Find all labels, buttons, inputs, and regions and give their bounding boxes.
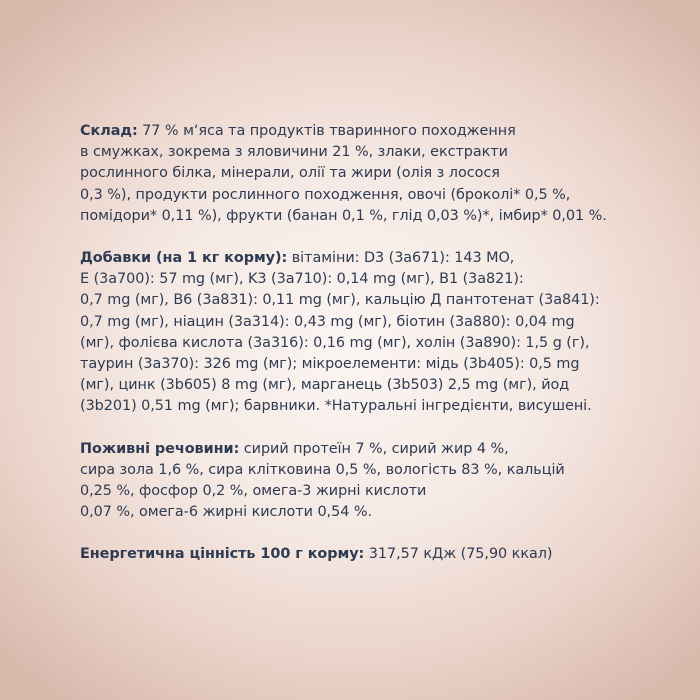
composition-line-1 — [80, 121, 620, 142]
composition-text: 77 % м‘яса та продуктів тваринного походження — [137, 123, 516, 139]
composition-line-4: 0,3 %), продукти рослинного походження, овочі (броколі* 0,5 %, — [80, 186, 571, 203]
nutrients-line-1 — [80, 439, 620, 460]
additives-section — [80, 248, 620, 418]
additives-line-3: 0,7 mg (мг), B6 (3a831): 0,11 mg (мг), кальцію Д пантотенат (3a841): — [80, 292, 600, 309]
additives-text: вітаміни: D3 (3а671): 143 МО, — [287, 250, 515, 267]
composition-line-5: помідори* 0,11 %), фрукти (банан 0,1 %, глід 0,03 %)*, імбир* 0,01 %. — [80, 207, 607, 224]
nutrients-line-3: 0,25 %, фосфор 0,2 %, омега-3 жирні кислоти — [80, 483, 427, 500]
additives-label: Добавки (на 1 кг корму): — [80, 250, 288, 267]
composition-line-2: в смужках, зокрема з яловичини 21 %, злаки, екстракти — [80, 144, 508, 161]
additives-line-5: (мг), фолієва кислота (3a316): 0,16 mg (мг), холін (3a890): 1,5 g (г), — [80, 334, 590, 351]
additives-line-6: таурин (3a370): 326 mg (мг); мікроелементи: мідь (3b405): 0,5 mg — [80, 356, 580, 373]
energy-text: 317,57 кДж (75,90 ккал) — [364, 546, 553, 563]
energy-label: Енергетична цінність 100 г корму: — [80, 546, 365, 563]
additives-line-7: (мг), цинк (3b605) 8 mg (мг), марганець (3b503) 2,5 mg (мг), йод — [80, 377, 570, 394]
energy-line-1 — [80, 544, 620, 565]
composition-section — [80, 121, 620, 227]
product-info-text — [80, 121, 620, 587]
nutrients-section — [80, 439, 620, 524]
additives-line-1 — [80, 248, 620, 269]
additives-line-4: 0,7 mg (мг), ніацин (3a314): 0,43 mg (мг), біотин (3a880): 0,04 mg — [80, 313, 575, 330]
additives-line-2: E (3a700): 57 mg (мг), K3 (3a710): 0,14 mg (мг), B1 (3a821): — [80, 271, 524, 288]
additives-line-8: (3b201) 0,51 mg (мг); барвники. *Натуральні інгредієнти, висушені. — [80, 398, 592, 415]
nutrients-label: Поживні речовини: — [80, 440, 240, 457]
nutrients-text: сирий протеїн 7 %, сирий жир 4 %, — [239, 440, 509, 457]
nutrients-line-2: сира зола 1,6 %, сира клітковина 0,5 %, вологість 83 %, кальцій — [80, 461, 565, 478]
composition-line-3: рослинного білка, мінерали, олії та жири (олія з лосося — [80, 165, 500, 182]
energy-section — [80, 544, 620, 565]
composition-label: Склад: — [80, 123, 138, 139]
nutrients-line-4: 0,07 %, омега-6 жирні кислоти 0,54 %. — [80, 504, 372, 521]
